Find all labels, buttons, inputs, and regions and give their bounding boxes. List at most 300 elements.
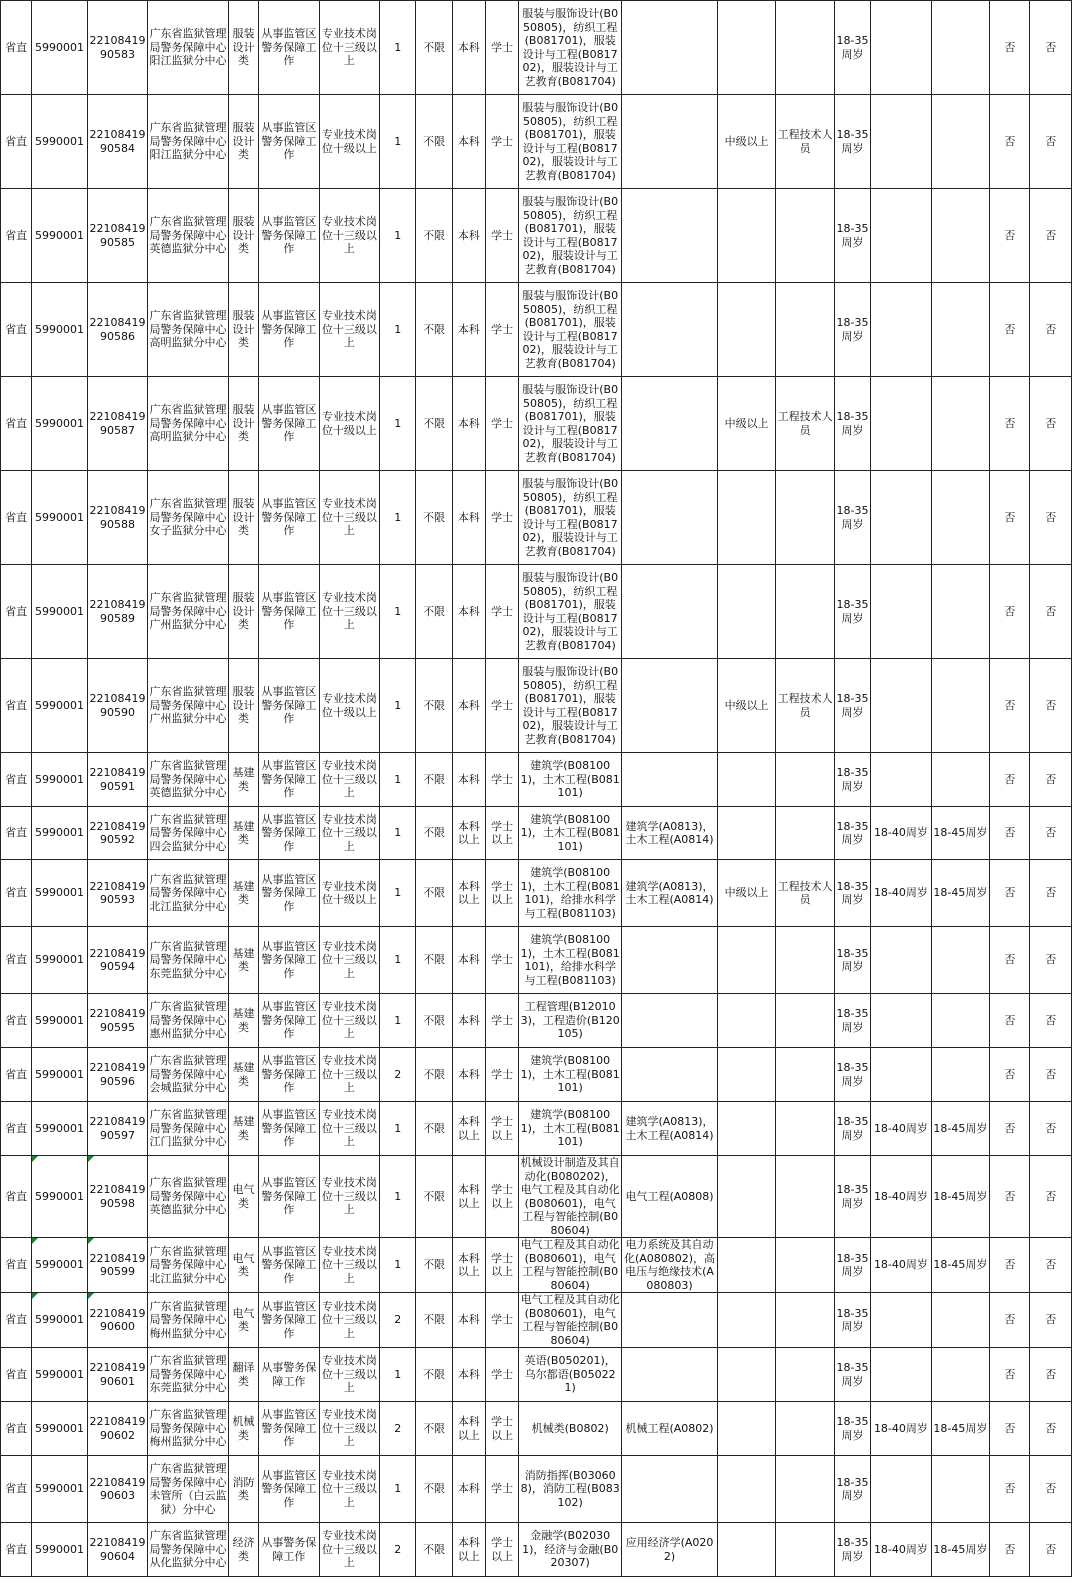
gender-cell: 不限 [416, 1456, 452, 1523]
education-cell: 本科 [452, 377, 485, 471]
dept-code-cell: 5990001 [32, 659, 87, 753]
dept-code-cell: 5990001 [32, 1238, 87, 1293]
level-cell: 专业技术岗位十级以上 [319, 860, 380, 927]
post-code-cell: 2210841990591 [87, 753, 148, 807]
count-cell: 2 [380, 1048, 416, 1102]
flag-a-cell: 否 [990, 1238, 1030, 1293]
count-cell: 1 [380, 1456, 416, 1523]
level-cell: 专业技术岗位十三级以上 [319, 1402, 380, 1456]
gender-cell: 不限 [416, 95, 452, 189]
postgrad-major-cell [622, 471, 718, 565]
level-cell: 专业技术岗位十级以上 [319, 659, 380, 753]
gender-cell: 不限 [416, 565, 452, 659]
duties-cell: 从事监管区警务保障工作 [259, 860, 320, 927]
postgrad-major-cell: 建筑学(A0813)，土木工程(A0814) [622, 860, 718, 927]
flag-b-cell: 否 [1030, 189, 1072, 283]
flag-a-cell: 否 [990, 471, 1030, 565]
table-row [1, 659, 1072, 753]
education-cell: 本科 [452, 471, 485, 565]
level-cell: 专业技术岗位十三级以上 [319, 1156, 380, 1238]
age-phd-cell [931, 1048, 989, 1102]
level-cell: 专业技术岗位十三级以上 [319, 1048, 380, 1102]
region-cell: 省直 [1, 860, 32, 927]
age-phd-cell: 18-45周岁 [931, 1402, 989, 1456]
table-row [1, 565, 1072, 659]
dept-code-cell: 5990001 [32, 1293, 87, 1348]
undergrad-major-cell: 电气工程及其自动化(B080601)，电气工程与智能控制(B080604) [520, 1238, 620, 1292]
age-phd-cell [931, 1348, 989, 1402]
category-cell: 基建类 [228, 1048, 258, 1102]
flag-a-cell: 否 [990, 1293, 1030, 1348]
count-cell: 1 [380, 565, 416, 659]
dept-code-cell: 5990001 [32, 1156, 87, 1238]
count-cell: 1 [380, 1156, 416, 1238]
education-cell: 本科以上 [452, 807, 485, 860]
age-master-cell [871, 1048, 932, 1102]
age-master-cell [871, 283, 932, 377]
age-phd-cell [931, 471, 989, 565]
age-phd-cell: 18-45周岁 [931, 1156, 989, 1238]
education-cell: 本科 [452, 283, 485, 377]
postgrad-major-cell: 应用经济学(A0202) [622, 1523, 718, 1577]
undergrad-major-cell: 建筑学(B081001)，土木工程(B081101)，给排水科学与工程(B081103) [519, 860, 622, 927]
flag-a-cell: 否 [990, 927, 1030, 994]
table-row [1, 1402, 1072, 1456]
undergrad-major-cell: 服装与服饰设计(B050805)，纺织工程(B081701)，服装设计与工程(B081702)，服装设计与工艺教育(B081704) [519, 565, 622, 659]
duties-cell: 从事监管区警务保障工作 [259, 95, 320, 189]
title-requirement-cell [717, 1293, 775, 1348]
undergrad-major-cell: 服装与服饰设计(B050805)，纺织工程(B081701)，服装设计与工程(B081702)，服装设计与工艺教育(B081704) [519, 659, 622, 753]
degree-cell: 学士 [485, 565, 518, 659]
post-code-cell: 2210841990600 [87, 1293, 148, 1348]
count-cell: 1 [380, 1102, 416, 1156]
count-cell: 1 [380, 283, 416, 377]
category-cell: 服装设计类 [228, 1, 258, 95]
gender-cell: 不限 [416, 1402, 452, 1456]
title-requirement-cell: 中级以上 [717, 377, 775, 471]
gender-cell: 不限 [416, 283, 452, 377]
region-cell: 省直 [1, 471, 32, 565]
category-cell: 经济类 [228, 1523, 258, 1577]
age-master-cell [871, 377, 932, 471]
level-cell: 专业技术岗位十三级以上 [319, 753, 380, 807]
gender-cell: 不限 [416, 1, 452, 95]
category-cell: 基建类 [228, 1102, 258, 1156]
flag-b-cell: 否 [1030, 471, 1072, 565]
table-row [1, 377, 1072, 471]
title-requirement-cell [717, 1102, 775, 1156]
post-code-cell: 2210841990599 [87, 1238, 148, 1293]
age-undergrad-cell: 18-35周岁 [834, 1, 870, 95]
age-undergrad-cell: 18-35周岁 [834, 807, 870, 860]
level-cell: 专业技术岗位十三级以上 [319, 471, 380, 565]
flag-b-cell: 否 [1030, 1456, 1072, 1523]
category-cell: 基建类 [228, 860, 258, 927]
postgrad-major-cell [622, 189, 718, 283]
title-type-cell [776, 1523, 834, 1577]
category-cell: 服装设计类 [228, 283, 258, 377]
gender-cell: 不限 [416, 471, 452, 565]
count-cell: 1 [380, 860, 416, 927]
age-master-cell [871, 95, 932, 189]
category-cell: 服装设计类 [228, 95, 258, 189]
flag-b-cell: 否 [1030, 1156, 1072, 1238]
degree-cell: 学士以上 [485, 807, 518, 860]
undergrad-major-cell: 服装与服饰设计(B050805)，纺织工程(B081701)，服装设计与工程(B081702)，服装设计与工艺教育(B081704) [519, 377, 622, 471]
age-master-cell: 18-40周岁 [871, 1102, 932, 1156]
postgrad-major-cell [622, 1, 718, 95]
postgrad-major-cell: 电力系统及其自动化(A080802)，高电压与绝缘技术(A080803) [622, 1238, 718, 1293]
duties-cell: 从事监管区警务保障工作 [259, 659, 320, 753]
education-cell: 本科以上 [452, 860, 485, 927]
postgrad-major-cell [622, 1048, 718, 1102]
title-type-cell [776, 283, 834, 377]
degree-cell: 学士 [485, 1, 518, 95]
postgrad-major-cell: 机械工程(A0802) [622, 1402, 718, 1456]
age-undergrad-cell: 18-35周岁 [834, 1102, 870, 1156]
age-master-cell: 18-40周岁 [871, 807, 932, 860]
flag-a-cell: 否 [990, 283, 1030, 377]
table-row [1, 860, 1072, 927]
table-row [1, 283, 1072, 377]
education-cell: 本科 [452, 753, 485, 807]
undergrad-major-cell: 服装与服饰设计(B050805)，纺织工程(B081701)，服装设计与工程(B081702)，服装设计与工艺教育(B081704) [519, 189, 622, 283]
degree-cell: 学士以上 [485, 1156, 518, 1238]
duties-cell: 从事监管区警务保障工作 [259, 753, 320, 807]
flag-a-cell: 否 [990, 1048, 1030, 1102]
dept-code-cell: 5990001 [32, 860, 87, 927]
title-type-cell [776, 807, 834, 860]
flag-a-cell: 否 [990, 994, 1030, 1048]
degree-cell: 学士 [485, 659, 518, 753]
title-requirement-cell [717, 1402, 775, 1456]
title-requirement-cell [717, 471, 775, 565]
region-cell: 省直 [1, 1238, 32, 1293]
flag-b-cell: 否 [1030, 659, 1072, 753]
age-phd-cell [931, 95, 989, 189]
region-cell: 省直 [1, 1293, 32, 1348]
category-cell: 服装设计类 [228, 189, 258, 283]
age-master-cell [871, 189, 932, 283]
unit-cell: 广东省监狱管理局警务保障中心梅州监狱分中心 [148, 1293, 229, 1348]
age-phd-cell [931, 659, 989, 753]
title-type-cell: 工程技术人员 [776, 659, 834, 753]
postgrad-major-cell [622, 565, 718, 659]
title-type-cell [776, 1, 834, 95]
level-cell: 专业技术岗位十级以上 [319, 95, 380, 189]
unit-cell: 广东省监狱管理局警务保障中心高明监狱分中心 [148, 283, 229, 377]
post-code-cell: 2210841990587 [87, 377, 148, 471]
degree-cell: 学士 [485, 1293, 518, 1348]
post-code-cell: 2210841990592 [87, 807, 148, 860]
region-cell: 省直 [1, 1402, 32, 1456]
title-requirement-cell [717, 565, 775, 659]
degree-cell: 学士 [485, 994, 518, 1048]
title-requirement-cell [717, 1, 775, 95]
age-phd-cell [931, 377, 989, 471]
flag-b-cell: 否 [1030, 753, 1072, 807]
age-phd-cell [931, 1, 989, 95]
unit-cell: 广东省监狱管理局警务保障中心女子监狱分中心 [148, 471, 229, 565]
title-type-cell [776, 753, 834, 807]
age-master-cell [871, 927, 932, 994]
flag-a-cell: 否 [990, 659, 1030, 753]
count-cell: 2 [380, 1523, 416, 1577]
unit-cell: 广东省监狱管理局警务保障中心高明监狱分中心 [148, 377, 229, 471]
undergrad-major-cell: 建筑学(B081001)，土木工程(B081101) [519, 807, 622, 860]
region-cell: 省直 [1, 377, 32, 471]
age-undergrad-cell: 18-35周岁 [834, 565, 870, 659]
region-cell: 省直 [1, 1156, 32, 1238]
flag-a-cell: 否 [990, 1402, 1030, 1456]
undergrad-major-cell: 金融学(B020301)，经济与金融(B020307) [519, 1523, 622, 1577]
undergrad-major-cell: 建筑学(B081001)，土木工程(B081101) [519, 1048, 622, 1102]
title-type-cell [776, 994, 834, 1048]
postgrad-major-cell [622, 927, 718, 994]
dept-code-cell: 5990001 [32, 189, 87, 283]
level-cell: 专业技术岗位十三级以上 [319, 565, 380, 659]
postgrad-major-cell [622, 283, 718, 377]
level-cell: 专业技术岗位十三级以上 [319, 1, 380, 95]
age-undergrad-cell: 18-35周岁 [834, 95, 870, 189]
duties-cell: 从事监管区警务保障工作 [259, 994, 320, 1048]
duties-cell: 从事监管区警务保障工作 [259, 565, 320, 659]
count-cell: 1 [380, 1238, 416, 1293]
flag-b-cell: 否 [1030, 1048, 1072, 1102]
category-cell: 服装设计类 [228, 659, 258, 753]
flag-b-cell: 否 [1030, 377, 1072, 471]
flag-b-cell: 否 [1030, 95, 1072, 189]
region-cell: 省直 [1, 994, 32, 1048]
duties-cell: 从事监管区警务保障工作 [259, 807, 320, 860]
region-cell: 省直 [1, 807, 32, 860]
table-row [1, 1348, 1072, 1402]
degree-cell: 学士 [485, 1456, 518, 1523]
count-cell: 1 [380, 1348, 416, 1402]
title-type-cell [776, 1102, 834, 1156]
flag-a-cell: 否 [990, 753, 1030, 807]
undergrad-major-cell: 电气工程及其自动化(B080601)，电气工程与智能控制(B080604) [520, 1293, 620, 1347]
unit-cell: 广东省监狱管理局警务保障中心英德监狱分中心 [148, 753, 229, 807]
flag-a-cell: 否 [990, 1, 1030, 95]
education-cell: 本科 [452, 1348, 485, 1402]
title-type-cell [776, 1293, 834, 1348]
unit-cell: 广东省监狱管理局警务保障中心从化监狱分中心 [148, 1523, 229, 1577]
dept-code-cell: 5990001 [32, 1, 87, 95]
title-requirement-cell [717, 1523, 775, 1577]
education-cell: 本科以上 [452, 1156, 485, 1238]
age-phd-cell [931, 565, 989, 659]
age-phd-cell: 18-45周岁 [931, 1523, 989, 1577]
postgrad-major-cell [622, 753, 718, 807]
duties-cell: 从事监管区警务保障工作 [259, 1156, 320, 1238]
post-code-cell: 2210841990604 [87, 1523, 148, 1577]
title-type-cell [776, 1238, 834, 1293]
undergrad-major-cell: 机械类(B0802) [519, 1402, 622, 1456]
table-row [1, 1456, 1072, 1523]
table-row [1, 1523, 1072, 1577]
title-type-cell [776, 1402, 834, 1456]
post-code-cell: 2210841990598 [87, 1156, 148, 1238]
education-cell: 本科 [452, 659, 485, 753]
flag-b-cell: 否 [1030, 807, 1072, 860]
dept-code-cell: 5990001 [32, 1048, 87, 1102]
dept-code-cell: 5990001 [32, 471, 87, 565]
dept-code-cell: 5990001 [32, 1102, 87, 1156]
undergrad-major-cell: 服装与服饰设计(B050805)，纺织工程(B081701)，服装设计与工程(B081702)，服装设计与工艺教育(B081704) [519, 1, 622, 95]
age-undergrad-cell: 18-35周岁 [834, 1456, 870, 1523]
title-type-cell [776, 927, 834, 994]
undergrad-major-cell: 消防指挥(B030608)，消防工程(B083102) [519, 1456, 622, 1523]
age-master-cell: 18-40周岁 [871, 860, 932, 927]
education-cell: 本科 [452, 1456, 485, 1523]
count-cell: 1 [380, 927, 416, 994]
age-phd-cell [931, 994, 989, 1048]
duties-cell: 从事监管区警务保障工作 [259, 1, 320, 95]
age-undergrad-cell: 18-35周岁 [834, 1348, 870, 1402]
count-cell: 1 [380, 659, 416, 753]
post-code-cell: 2210841990601 [87, 1348, 148, 1402]
table-row [1, 1238, 1072, 1293]
title-requirement-cell: 中级以上 [717, 659, 775, 753]
dept-code-cell: 5990001 [32, 1523, 87, 1577]
age-master-cell [871, 994, 932, 1048]
count-cell: 1 [380, 95, 416, 189]
category-cell: 电气类 [228, 1156, 258, 1238]
level-cell: 专业技术岗位十三级以上 [319, 1348, 380, 1402]
category-cell: 基建类 [228, 927, 258, 994]
dept-code-cell: 5990001 [32, 807, 87, 860]
degree-cell: 学士 [485, 95, 518, 189]
duties-cell: 从事监管区警务保障工作 [259, 1238, 320, 1293]
age-phd-cell [931, 1456, 989, 1523]
flag-b-cell: 否 [1030, 860, 1072, 927]
unit-cell: 广东省监狱管理局警务保障中心北江监狱分中心 [148, 1238, 229, 1293]
flag-b-cell: 否 [1030, 1523, 1072, 1577]
postgrad-major-cell: 电气工程(A0808) [622, 1156, 718, 1238]
postgrad-major-cell: 建筑学(A0813)，土木工程(A0814) [622, 1102, 718, 1156]
dept-code-cell: 5990001 [32, 1348, 87, 1402]
flag-a-cell: 否 [990, 1156, 1030, 1238]
level-cell: 专业技术岗位十级以上 [319, 377, 380, 471]
gender-cell: 不限 [416, 1348, 452, 1402]
unit-cell: 广东省监狱管理局警务保障中心阳江监狱分中心 [148, 1, 229, 95]
age-master-cell [871, 471, 932, 565]
title-requirement-cell [717, 1456, 775, 1523]
post-code-cell: 2210841990586 [87, 283, 148, 377]
education-cell: 本科以上 [452, 1523, 485, 1577]
region-cell: 省直 [1, 1048, 32, 1102]
gender-cell: 不限 [416, 189, 452, 283]
title-requirement-cell: 中级以上 [717, 95, 775, 189]
age-master-cell [871, 1293, 932, 1348]
degree-cell: 学士 [485, 1048, 518, 1102]
title-type-cell [776, 1156, 834, 1238]
post-code-cell: 2210841990602 [87, 1402, 148, 1456]
age-master-cell: 18-40周岁 [871, 1523, 932, 1577]
duties-cell: 从事监管区警务保障工作 [259, 1293, 320, 1348]
flag-a-cell: 否 [990, 1523, 1030, 1577]
education-cell: 本科以上 [452, 1238, 485, 1293]
post-code-cell: 2210841990583 [87, 1, 148, 95]
duties-cell: 从事监管区警务保障工作 [259, 377, 320, 471]
education-cell: 本科 [452, 927, 485, 994]
region-cell: 省直 [1, 1102, 32, 1156]
degree-cell: 学士以上 [485, 860, 518, 927]
flag-a-cell: 否 [990, 565, 1030, 659]
flag-a-cell: 否 [990, 1456, 1030, 1523]
table-row [1, 1156, 1072, 1238]
age-undergrad-cell: 18-35周岁 [834, 471, 870, 565]
region-cell: 省直 [1, 1523, 32, 1577]
count-cell: 1 [380, 753, 416, 807]
level-cell: 专业技术岗位十三级以上 [319, 283, 380, 377]
age-undergrad-cell: 18-35周岁 [834, 659, 870, 753]
unit-cell: 广东省监狱管理局警务保障中心会城监狱分中心 [148, 1048, 229, 1102]
age-undergrad-cell: 18-35周岁 [834, 860, 870, 927]
region-cell: 省直 [1, 1456, 32, 1523]
education-cell: 本科以上 [452, 1102, 485, 1156]
category-cell: 电气类 [228, 1293, 258, 1348]
dept-code-cell: 5990001 [32, 1456, 87, 1523]
flag-b-cell: 否 [1030, 1, 1072, 95]
dept-code-cell: 5990001 [32, 283, 87, 377]
age-undergrad-cell: 18-35周岁 [834, 1293, 870, 1348]
postgrad-major-cell [622, 377, 718, 471]
undergrad-major-cell: 英语(B050201)，乌尔都语(B050221) [519, 1348, 622, 1402]
age-undergrad-cell: 18-35周岁 [834, 1156, 870, 1238]
age-undergrad-cell: 18-35周岁 [834, 927, 870, 994]
level-cell: 专业技术岗位十三级以上 [319, 1293, 380, 1348]
age-master-cell [871, 565, 932, 659]
flag-b-cell: 否 [1030, 283, 1072, 377]
category-cell: 基建类 [228, 807, 258, 860]
post-code-cell: 2210841990584 [87, 95, 148, 189]
education-cell: 本科 [452, 95, 485, 189]
category-cell: 服装设计类 [228, 471, 258, 565]
category-cell: 服装设计类 [228, 565, 258, 659]
title-requirement-cell [717, 753, 775, 807]
category-cell: 机械类 [228, 1402, 258, 1456]
title-requirement-cell [717, 1048, 775, 1102]
level-cell: 专业技术岗位十三级以上 [319, 994, 380, 1048]
title-type-cell: 工程技术人员 [776, 860, 834, 927]
age-phd-cell [931, 753, 989, 807]
title-type-cell [776, 565, 834, 659]
level-cell: 专业技术岗位十三级以上 [319, 807, 380, 860]
table-row [1, 1102, 1072, 1156]
degree-cell: 学士 [485, 377, 518, 471]
age-undergrad-cell: 18-35周岁 [834, 753, 870, 807]
age-master-cell: 18-40周岁 [871, 1402, 932, 1456]
undergrad-major-cell: 建筑学(B081001)，土木工程(B081101) [519, 1102, 622, 1156]
count-cell: 1 [380, 1, 416, 95]
degree-cell: 学士 [485, 283, 518, 377]
flag-b-cell: 否 [1030, 927, 1072, 994]
flag-b-cell: 否 [1030, 1348, 1072, 1402]
count-cell: 2 [380, 1402, 416, 1456]
category-cell: 电气类 [228, 1238, 258, 1293]
region-cell: 省直 [1, 927, 32, 994]
post-code-cell: 2210841990590 [87, 659, 148, 753]
education-cell: 本科 [452, 565, 485, 659]
gender-cell: 不限 [416, 377, 452, 471]
table-row [1, 1293, 1072, 1348]
unit-cell: 广东省监狱管理局警务保障中心广州监狱分中心 [148, 565, 229, 659]
duties-cell: 从事警务保障工作 [259, 1348, 320, 1402]
count-cell: 1 [380, 471, 416, 565]
age-master-cell [871, 1, 932, 95]
